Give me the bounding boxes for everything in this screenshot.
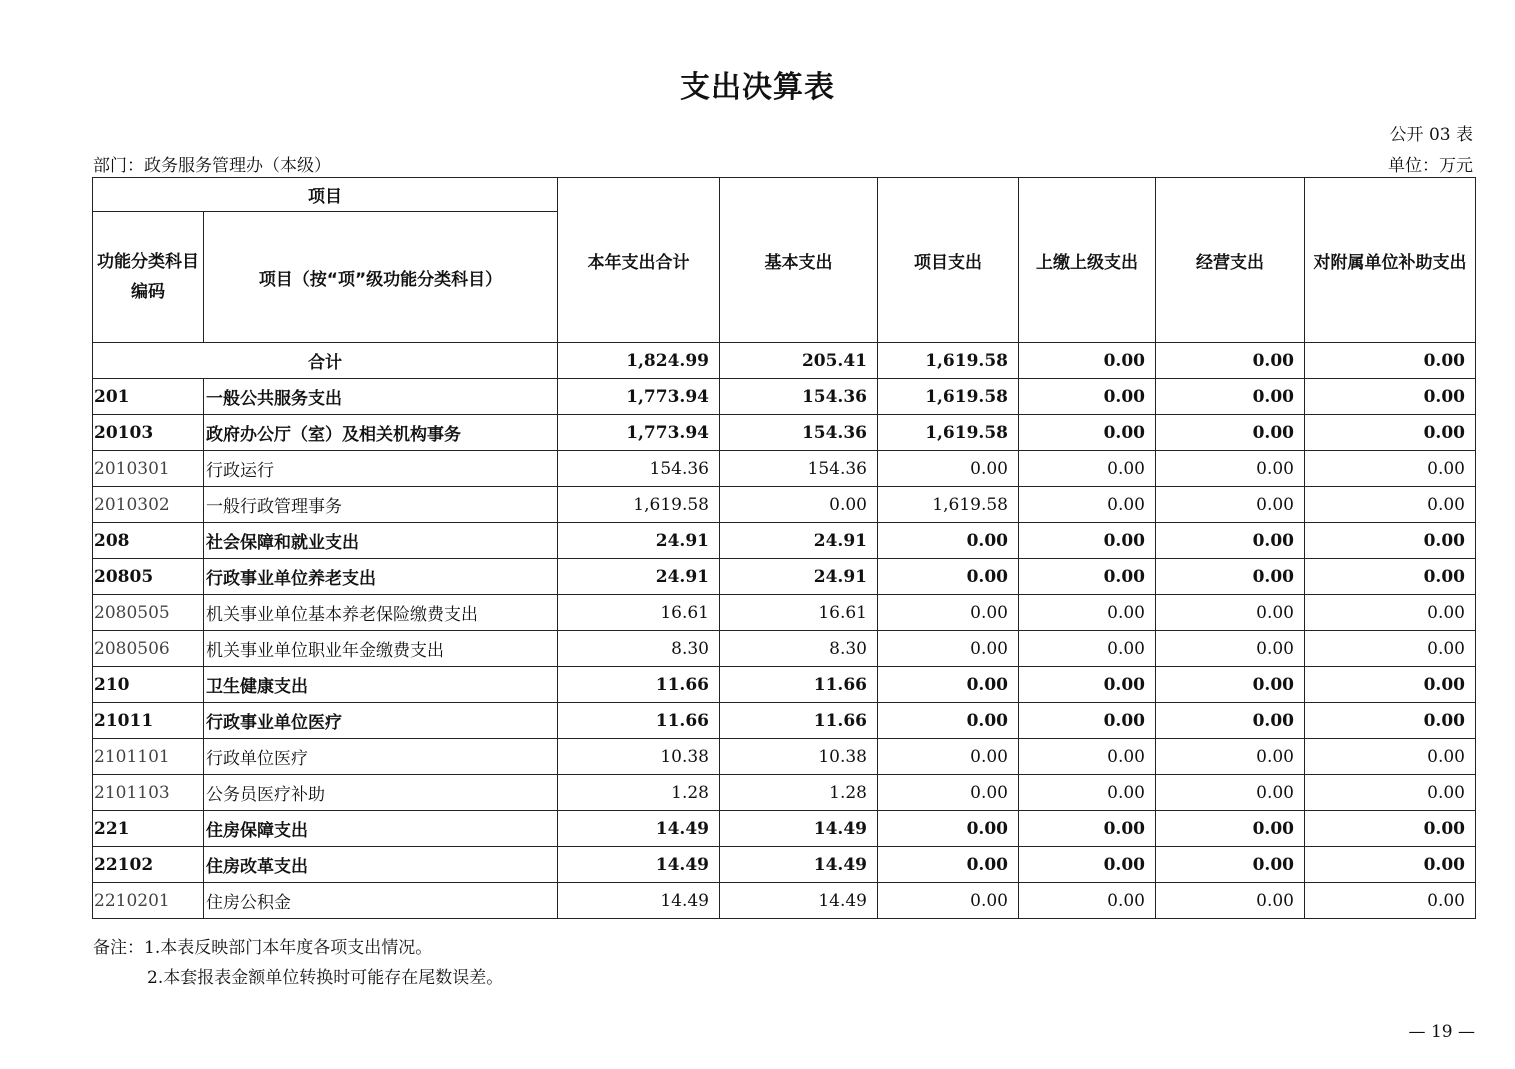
row-value: 154.36 <box>720 451 878 487</box>
row-value: 0.00 <box>1019 523 1156 559</box>
row-value: 0.00 <box>878 559 1019 595</box>
row-code: 221 <box>93 811 204 847</box>
row-value: 0.00 <box>1156 703 1305 739</box>
row-value: 0.00 <box>1156 631 1305 667</box>
total-label: 合计 <box>93 343 558 379</box>
row-code: 2010301 <box>93 451 204 487</box>
row-value: 0.00 <box>1019 667 1156 703</box>
table-row <box>93 703 1476 739</box>
expenditure-table <box>92 177 1476 919</box>
page-number: — 19 — <box>1408 1022 1475 1042</box>
row-value: 1.28 <box>558 775 720 811</box>
row-value: 14.49 <box>720 847 878 883</box>
department-label: 部门：政务服务管理办（本级） <box>93 156 331 176</box>
row-value: 0.00 <box>1156 487 1305 523</box>
row-name: 机关事业单位基本养老保险缴费支出 <box>204 595 558 631</box>
row-value: 0.00 <box>878 667 1019 703</box>
table-row <box>93 847 1476 883</box>
row-name: 政府办公厅（室）及相关机构事务 <box>204 415 558 451</box>
row-value: 154.36 <box>720 379 878 415</box>
unit-label: 单位：万元 <box>1388 156 1473 176</box>
row-value: 11.66 <box>720 667 878 703</box>
table-row <box>93 559 1476 595</box>
row-value: 0.00 <box>878 883 1019 919</box>
table-row <box>93 415 1476 451</box>
row-value: 1,619.58 <box>878 487 1019 523</box>
header-operating: 经营支出 <box>1156 178 1305 343</box>
total-value: 1,824.99 <box>558 343 720 379</box>
row-value: 10.38 <box>720 739 878 775</box>
row-name: 公务员医疗补助 <box>204 775 558 811</box>
row-value: 0.00 <box>1305 775 1476 811</box>
row-value: 0.00 <box>1019 775 1156 811</box>
header-basic: 基本支出 <box>720 178 878 343</box>
row-code: 20103 <box>93 415 204 451</box>
note-line-1: 备注：1.本表反映部门本年度各项支出情况。 <box>93 938 433 958</box>
row-value: 11.66 <box>558 667 720 703</box>
header-code: 功能分类科目编码 <box>93 212 204 343</box>
row-name: 行政单位医疗 <box>204 739 558 775</box>
row-value: 0.00 <box>1305 487 1476 523</box>
row-value: 0.00 <box>1305 811 1476 847</box>
row-value: 1,619.58 <box>878 379 1019 415</box>
table-row <box>93 487 1476 523</box>
row-name: 机关事业单位职业年金缴费支出 <box>204 631 558 667</box>
row-value: 24.91 <box>720 523 878 559</box>
row-value: 0.00 <box>1019 883 1156 919</box>
table-row <box>93 667 1476 703</box>
table-row <box>93 883 1476 919</box>
row-value: 0.00 <box>1305 739 1476 775</box>
row-code: 2080506 <box>93 631 204 667</box>
row-code: 2010302 <box>93 487 204 523</box>
row-code: 21011 <box>93 703 204 739</box>
row-value: 0.00 <box>1305 631 1476 667</box>
row-code: 201 <box>93 379 204 415</box>
row-code: 2101101 <box>93 739 204 775</box>
header-subsidy: 对附属单位补助支出 <box>1305 178 1476 343</box>
row-value: 0.00 <box>1305 523 1476 559</box>
row-value: 0.00 <box>1019 739 1156 775</box>
total-value: 0.00 <box>1156 343 1305 379</box>
row-value: 0.00 <box>1019 631 1156 667</box>
header-upper: 上缴上级支出 <box>1019 178 1156 343</box>
total-value: 0.00 <box>1305 343 1476 379</box>
row-value: 0.00 <box>1305 415 1476 451</box>
row-value: 0.00 <box>878 775 1019 811</box>
row-code: 2080505 <box>93 595 204 631</box>
note-line-2: 2.本套报表金额单位转换时可能存在尾数误差。 <box>147 968 504 988</box>
header-project-group: 项目 <box>93 178 558 212</box>
row-value: 14.49 <box>558 811 720 847</box>
row-value: 1,773.94 <box>558 415 720 451</box>
row-value: 0.00 <box>720 487 878 523</box>
row-value: 0.00 <box>878 847 1019 883</box>
row-name: 行政事业单位医疗 <box>204 703 558 739</box>
row-name: 一般公共服务支出 <box>204 379 558 415</box>
row-name: 住房保障支出 <box>204 811 558 847</box>
row-value: 8.30 <box>720 631 878 667</box>
total-value: 205.41 <box>720 343 878 379</box>
row-value: 0.00 <box>1019 595 1156 631</box>
row-value: 0.00 <box>878 523 1019 559</box>
row-value: 0.00 <box>1156 595 1305 631</box>
row-value: 1,619.58 <box>878 415 1019 451</box>
row-value: 0.00 <box>1156 883 1305 919</box>
row-value: 0.00 <box>1019 559 1156 595</box>
row-name: 行政事业单位养老支出 <box>204 559 558 595</box>
header-project: 项目支出 <box>878 178 1019 343</box>
row-code: 2101103 <box>93 775 204 811</box>
table-row <box>93 631 1476 667</box>
table-row <box>93 595 1476 631</box>
row-value: 0.00 <box>1305 595 1476 631</box>
row-code: 208 <box>93 523 204 559</box>
table-row <box>93 811 1476 847</box>
row-value: 16.61 <box>720 595 878 631</box>
row-value: 0.00 <box>1305 883 1476 919</box>
row-value: 24.91 <box>558 559 720 595</box>
row-name: 社会保障和就业支出 <box>204 523 558 559</box>
row-name: 卫生健康支出 <box>204 667 558 703</box>
row-value: 0.00 <box>1019 487 1156 523</box>
row-value: 14.49 <box>558 883 720 919</box>
row-name: 住房改革支出 <box>204 847 558 883</box>
row-value: 0.00 <box>1305 559 1476 595</box>
row-value: 0.00 <box>1156 667 1305 703</box>
row-value: 0.00 <box>1019 847 1156 883</box>
table-row <box>93 451 1476 487</box>
table-row <box>93 379 1476 415</box>
row-value: 0.00 <box>1019 415 1156 451</box>
table-row <box>93 523 1476 559</box>
row-value: 0.00 <box>1156 847 1305 883</box>
row-value: 0.00 <box>1305 451 1476 487</box>
row-value: 0.00 <box>1305 847 1476 883</box>
row-value: 0.00 <box>1156 451 1305 487</box>
row-value: 24.91 <box>558 523 720 559</box>
row-value: 14.49 <box>720 811 878 847</box>
row-name: 行政运行 <box>204 451 558 487</box>
row-value: 0.00 <box>1305 703 1476 739</box>
row-value: 0.00 <box>1156 775 1305 811</box>
row-value: 0.00 <box>878 595 1019 631</box>
row-value: 0.00 <box>1156 739 1305 775</box>
row-code: 2210201 <box>93 883 204 919</box>
row-value: 0.00 <box>1156 379 1305 415</box>
row-name: 住房公积金 <box>204 883 558 919</box>
total-value: 0.00 <box>1019 343 1156 379</box>
row-value: 0.00 <box>1019 703 1156 739</box>
row-value: 0.00 <box>878 739 1019 775</box>
row-value: 0.00 <box>1019 451 1156 487</box>
header-total: 本年支出合计 <box>558 178 720 343</box>
row-value: 0.00 <box>1305 667 1476 703</box>
row-value: 11.66 <box>720 703 878 739</box>
table-row <box>93 739 1476 775</box>
row-name: 一般行政管理事务 <box>204 487 558 523</box>
row-value: 0.00 <box>1156 523 1305 559</box>
total-row <box>93 343 1476 379</box>
row-value: 0.00 <box>1019 811 1156 847</box>
row-value: 16.61 <box>558 595 720 631</box>
table-number: 公开 03 表 <box>1389 125 1473 145</box>
header-name: 项目（按“项”级功能分类科目） <box>204 212 558 343</box>
row-value: 0.00 <box>1156 811 1305 847</box>
row-value: 10.38 <box>558 739 720 775</box>
row-value: 0.00 <box>878 703 1019 739</box>
row-code: 20805 <box>93 559 204 595</box>
row-value: 1,619.58 <box>558 487 720 523</box>
row-value: 8.30 <box>558 631 720 667</box>
row-value: 154.36 <box>558 451 720 487</box>
table-row <box>93 775 1476 811</box>
row-value: 14.49 <box>720 883 878 919</box>
row-value: 0.00 <box>1156 559 1305 595</box>
row-value: 0.00 <box>878 451 1019 487</box>
row-value: 14.49 <box>558 847 720 883</box>
row-code: 22102 <box>93 847 204 883</box>
total-value: 1,619.58 <box>878 343 1019 379</box>
row-value: 0.00 <box>1156 415 1305 451</box>
page-title: 支出决算表 <box>680 70 835 105</box>
row-code: 210 <box>93 667 204 703</box>
row-value: 24.91 <box>720 559 878 595</box>
row-value: 1.28 <box>720 775 878 811</box>
row-value: 0.00 <box>878 811 1019 847</box>
row-value: 1,773.94 <box>558 379 720 415</box>
row-value: 11.66 <box>558 703 720 739</box>
row-value: 0.00 <box>1019 379 1156 415</box>
row-value: 0.00 <box>878 631 1019 667</box>
row-value: 0.00 <box>1305 379 1476 415</box>
row-value: 154.36 <box>720 415 878 451</box>
